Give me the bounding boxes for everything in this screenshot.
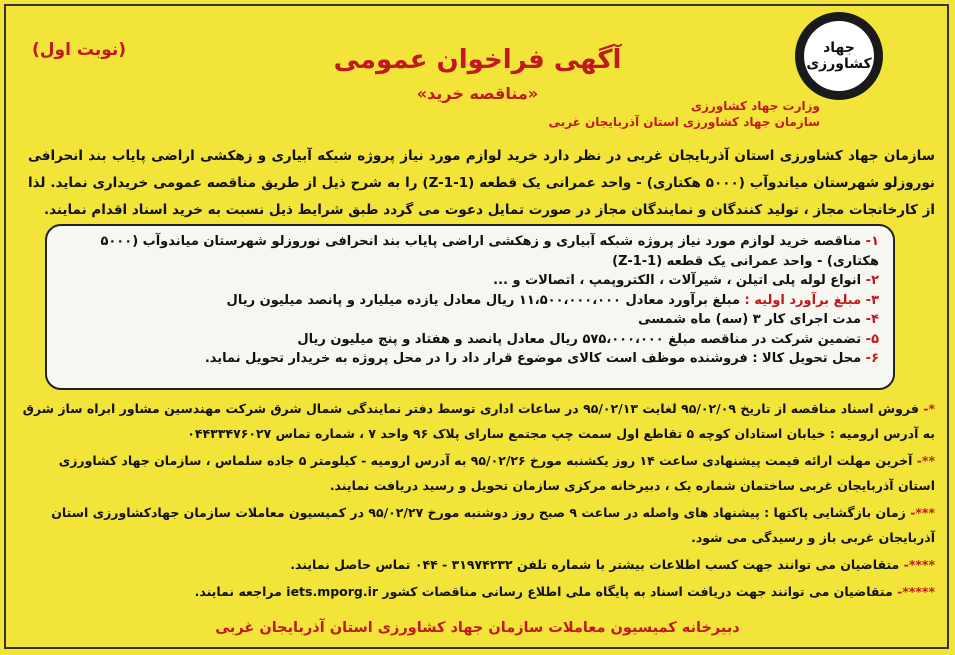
note-item [20, 579, 935, 604]
note-item [20, 552, 935, 577]
tender-item [61, 232, 879, 271]
item-text: مدت اجرای کار ۳ (سه) ماه شمسی [638, 312, 862, 327]
item-number: ۴- [865, 312, 879, 327]
notes-section [20, 396, 935, 606]
note-bullet: ***- [910, 505, 935, 520]
page-title: آگهی فراخوان عمومی [333, 45, 622, 75]
item-text: محل تحویل کالا : فروشنده موظف است کالای موضوع قرار داد را در محل پروژه به خریدار تحویل نماید. [204, 351, 862, 366]
item-text: انواع لوله پلی اتیلن ، شیرآلات ، الکتروپمپ ، اتصالات و ... [493, 273, 862, 288]
ministry-name: وزارت جهاد کشاورزی [690, 99, 820, 113]
item-text: تضمین شرکت در مناقصه مبلغ ۵۷۵،۰۰۰،۰۰۰ ریال معادل پانصد و هفتاد و پنج میلیون ریال [297, 331, 862, 347]
tender-item [61, 349, 879, 369]
note-text: زمان بازگشایی پاکتها : پیشنهاد های واصله در ساعت ۹ صبح روز دوشنبه مورخ ۹۵/۰۲/۲۷ در کمیسیون معاملات سازمان جهادکشاورزی استان آذربایجان غربی باز و رسیدگی می شود. [51, 505, 935, 545]
note-item [20, 396, 935, 446]
page-subtitle: «مناقصه خرید» [416, 84, 539, 103]
item-number: ۳- [865, 292, 879, 308]
tender-item [61, 330, 879, 350]
intro-paragraph: سازمان جهاد کشاورزی استان آذربایجان غربی در نظر دارد خرید لوازم مورد نیاز پروژه شبکه آبیاری و زهکشی اراضی پایاب بند انحرافی نوروزلو شهرستان میاندوآب (۵۰۰۰ هکتاری) - واحد عمرانی یک قطعه (Z-1-1) را به شرح ذیل از طریق مناقصه عمومی خریداری نماید. لذا از کارخانجات مجاز ، تولید کنندگان و نمایندگان مجاز در صورت تمایل دعوت می گردد طبق شرایط ذیل نسبت به خرید اسناد اقدام نمایند. [28, 148, 935, 218]
logo-text-top: جهاد [823, 40, 855, 56]
note-item [20, 448, 935, 498]
round-label: (نوبت اول) [32, 40, 127, 60]
tender-item [61, 271, 879, 291]
item-number: ۱- [865, 234, 879, 249]
item-number: ۲- [865, 273, 879, 288]
note-text: آخرین مهلت ارائه قیمت پیشنهادی ساعت ۱۴ روز یکشنبه مورخ ۹۵/۰۲/۲۶ به آدرس ارومیه - کیلومتر ۵ جاده سلماس ، سازمان جهاد کشاورزی استان آذربایجان غربی ساختمان شماره یک ، دبیرخانه مرکزی سازمان تحویل و رسید دریافت نمایند. [58, 453, 935, 493]
tender-item [61, 310, 879, 330]
item-number: ۵- [865, 331, 879, 347]
tender-item [61, 291, 879, 311]
item-number: ۶- [865, 351, 879, 366]
note-item [20, 500, 935, 550]
item-text: مبلغ برآورد معادل ۱۱،۵۰۰،۰۰۰،۰۰۰ ریال معادل یازده میلیارد و پانصد میلیون ریال [226, 292, 740, 308]
note-bullet: ****- [903, 557, 935, 572]
organization-name: سازمان جهاد کشاورزی استان آذربایجان غربی [548, 115, 820, 129]
logo-text-bottom: کشاورزی [806, 56, 872, 72]
note-bullet: *- [923, 401, 935, 416]
note-bullet: **- [916, 453, 935, 468]
note-bullet: *****- [897, 584, 935, 599]
tender-items-box [45, 224, 895, 390]
footer-signature: دبیرخانه کمیسیون معاملات سازمان جهاد کشاورزی استان آذربایجان غربی [215, 620, 740, 636]
item-label: مبلغ برآورد اولیه : [744, 292, 862, 308]
note-text: متقاضیان می توانند جهت کسب اطلاعات بیشتر با شماره تلفن ۳۱۹۷۴۲۳۲ - ۰۴۴ تماس حاصل نمایند. [290, 557, 900, 572]
item-text: مناقصه خرید لوازم مورد نیاز پروژه شبکه آبیاری و زهکشی اراضی پایاب بند انحرافی نوروزلو شهرستان میاندوآب (۵۰۰۰ هکتاری) - واحد عمرانی یک قطعه (Z-1-1) [100, 234, 879, 269]
note-text: فروش اسناد مناقصه از تاریخ ۹۵/۰۲/۰۹ لغایت ۹۵/۰۲/۱۳ در ساعات اداری توسط دفتر نمایندگی شمال شرق شرکت مهندسین مشاور ابراه ساز شرق به آدرس ارومیه : خیابان استادان کوچه ۵ تقاطع اول سمت چپ مجتمع سارای پلاک ۹۶ واحد ۷ ، شماره تماس ۰۴۴۳۳۴۷۶۰۲۷ [22, 401, 935, 441]
note-text: متقاضیان می توانند جهت دریافت اسناد به پایگاه ملی اطلاع رسانی مناقصات کشور iets.mporg.ir مراجعه نمایند. [194, 584, 893, 599]
